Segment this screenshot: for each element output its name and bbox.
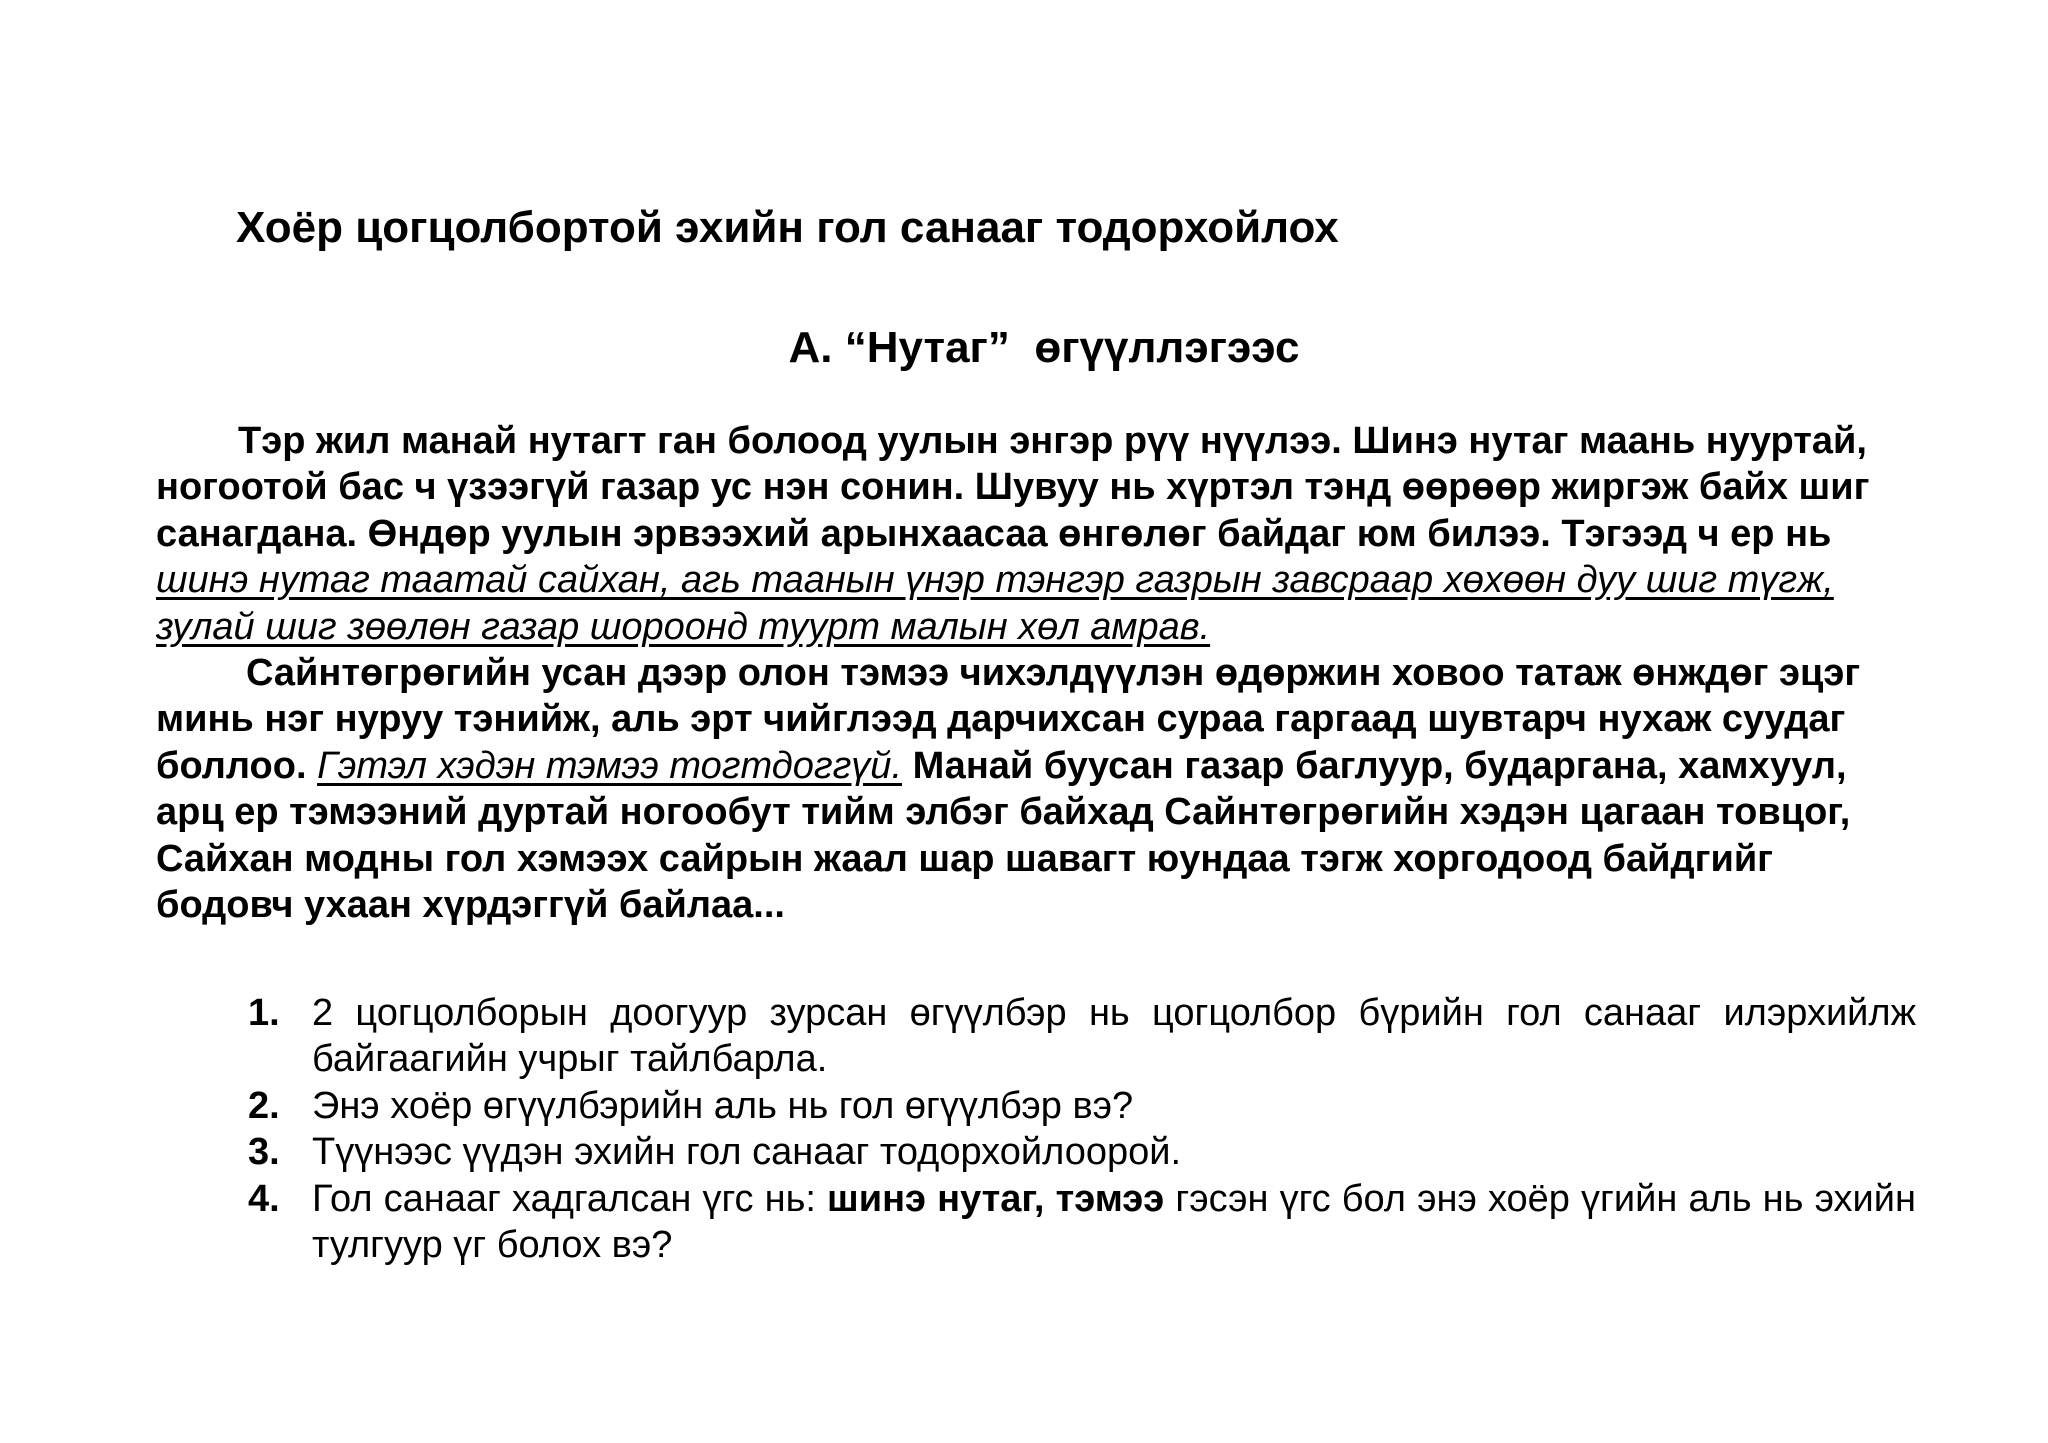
question-text: Түүнээс үүдэн эхийн гол санааг тодорхойлоорой. (312, 1131, 1182, 1174)
question-number: 4. (248, 1177, 280, 1220)
question-list (236, 990, 1916, 1268)
question-number: 3. (248, 1131, 280, 1174)
question-text: Энэ хоёр өгүүлбэрийн аль нь гол өгүүлбэр вэ? (312, 1084, 1134, 1127)
underlined-sentence-1: шинэ нутаг таатай сайхан, агь таанын үнэр тэнгэр газрын завсраар хөхөөн дуу шиг түгж, зулай шиг зөөлөн газар шороонд туурт малын хөл амрав. (156, 559, 1834, 648)
paragraph-1 (156, 418, 1916, 650)
question-item (236, 1176, 1916, 1269)
paragraph-2-text-a: Сайнтөгрөгийн усан дээр олон тэмээ чихэлдүүлэн өдөржин ховоо татаж өнждөг эцэг минь нэг нуруу тэнийж, аль эрт чийглээд дарчихсан сураа гаргаад шувтарч нухаж суудаг боллоо. (156, 652, 1861, 787)
question-item (236, 1129, 1916, 1175)
question-text-before: Гол санааг хадгалсан үгс нь: (312, 1177, 828, 1220)
section-subtitle: А. “Нутаг” өгүүллэгээс (788, 323, 1300, 372)
story-text (156, 418, 1916, 928)
question-text-after: гэсэн үгс бол энэ хоёр үгийн аль нь эхийн тулгуур үг болох вэ? (312, 1177, 1916, 1267)
paragraph-2-text-b: Манай буусан газар баглуур, бударгана, хамхуул, арц ер тэмээний дуртай ногообут тийм элбэг байхад Сайнтөгрөгийн хэдэн цагаан товцог, Сайхан модны гол хэмээх сайрын жаал шар шавагт юундаа тэгж хоргодоод байдгийг бодовч ухаан хүрдэггүй байлаа... (156, 744, 1851, 927)
question-number: 1. (248, 992, 280, 1034)
question-item (236, 1083, 1916, 1129)
paragraph-1-text: Тэр жил манай нутагт ган болоод уулын энгэр рүү нүүлээ. Шинэ нутаг маань нууртай, ногоотой бас ч үзээгүй газар ус нэн сонин. Шувуу нь хүртэл тэнд өөрөөр жиргэж байх шиг санагдана. Өндөр уулын эрвээхий арынхаасаа өнгөлөг байдаг юм билээ. Тэгээд ч ер нь (156, 420, 1870, 555)
page-title: Хоёр цогцолбортой эхийн гол санааг тодорхойлох (236, 203, 1339, 252)
key-words: шинэ нутаг, тэмээ (827, 1177, 1165, 1220)
underlined-sentence-2: Гэтэл хэдэн тэмээ тогтдоггүй. (317, 744, 902, 787)
paragraph-2 (156, 650, 1916, 928)
question-number: 2. (248, 1084, 280, 1127)
question-item (236, 990, 1916, 1083)
question-text: 2 цогцолборын доогуур зурсан өгүүлбэр нь цогцолбор бүрийн гол санааг илэрхийлж байгаагийн учрыг тайлбарла. (312, 992, 1916, 1081)
